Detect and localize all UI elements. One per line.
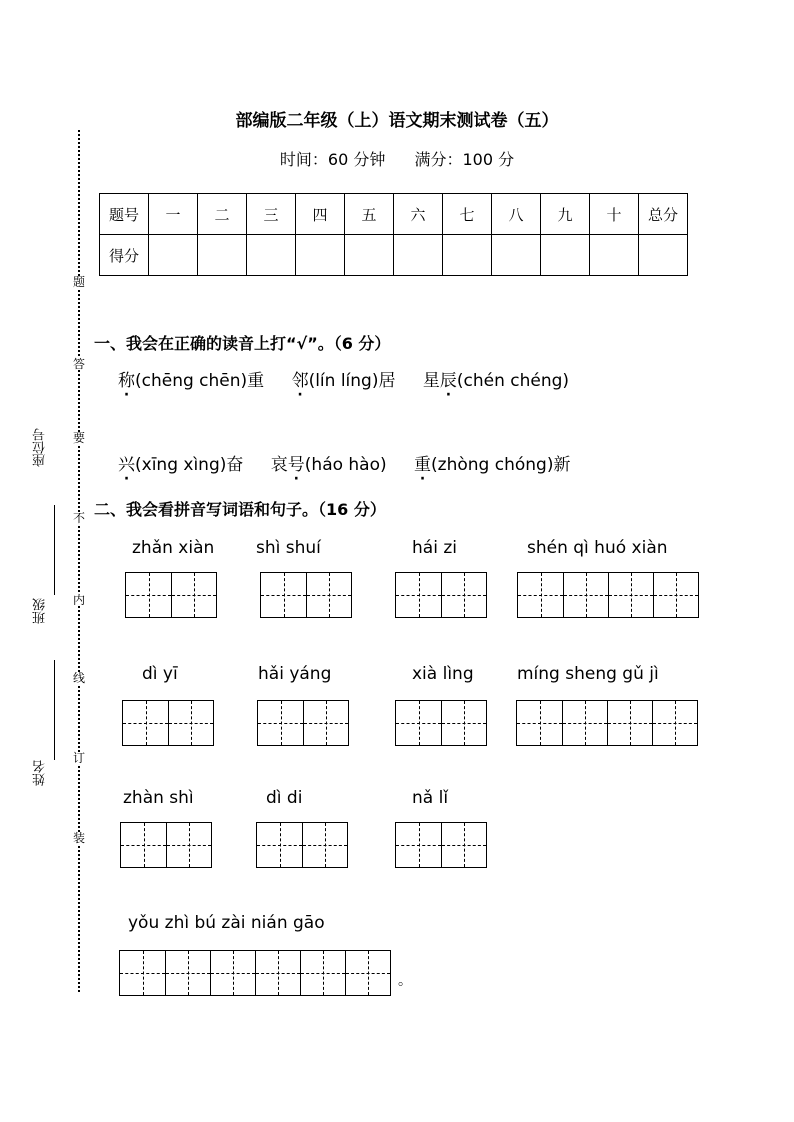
word-pinyin: míng sheng gǔ jì: [517, 664, 659, 684]
writing-grid[interactable]: [256, 822, 348, 868]
dotted-char: 重: [414, 455, 432, 475]
seal-word: 题: [73, 275, 86, 289]
sentence-pinyin: yǒu zhì bú zài nián gāo: [128, 913, 325, 933]
name-label: 姓名: [33, 760, 48, 786]
writing-cell[interactable]: [257, 823, 302, 867]
dotted-char: 号: [287, 455, 305, 475]
seal-word: 要: [73, 431, 86, 445]
writing-cell[interactable]: [441, 701, 486, 745]
writing-cell[interactable]: [653, 573, 698, 617]
pronunciation-item[interactable]: 称(chēng chēn)重: [118, 371, 265, 391]
score-cell[interactable]: [296, 235, 345, 276]
score-cell[interactable]: [345, 235, 394, 276]
pinyin-options[interactable]: (chēng chēn): [135, 371, 248, 391]
writing-cell[interactable]: [168, 701, 213, 745]
pronunciation-item[interactable]: 哀号(háo hào): [270, 455, 387, 475]
score-table-header: 四: [296, 194, 345, 235]
score-table-header: 十: [590, 194, 639, 235]
dotted-char: 兴: [118, 455, 135, 475]
pronunciation-item[interactable]: 邻(lín líng)居: [291, 371, 396, 391]
time-limit: 时间：60 分钟: [279, 150, 386, 169]
score-table-header: 三: [247, 194, 296, 235]
word-pinyin: nǎ lǐ: [412, 788, 449, 808]
word-pinyin: zhǎn xiàn: [132, 538, 215, 558]
score-table-header: 八: [492, 194, 541, 235]
seal-word: 订: [73, 751, 86, 765]
score-table-header: 一: [149, 194, 198, 235]
score-table-header: 二: [198, 194, 247, 235]
score-cell[interactable]: [492, 235, 541, 276]
writing-grid[interactable]: [125, 572, 217, 618]
pronunciation-row-2: [118, 450, 592, 475]
score-cell[interactable]: [590, 235, 639, 276]
writing-grid[interactable]: [395, 572, 487, 618]
score-cell[interactable]: [247, 235, 296, 276]
pinyin-options[interactable]: (háo hào): [304, 455, 387, 475]
writing-cell[interactable]: [126, 573, 171, 617]
exam-info: [0, 147, 794, 170]
score-cell[interactable]: [541, 235, 590, 276]
writing-cell[interactable]: [302, 823, 347, 867]
writing-cell[interactable]: [121, 823, 166, 867]
score-table-header: 总分: [639, 194, 688, 235]
seal-word: 答: [73, 357, 86, 371]
writing-cell[interactable]: [396, 701, 441, 745]
score-row-label: 得分: [100, 235, 149, 276]
page-title: 部编版二年级（上）语文期末测试卷（五）: [235, 111, 559, 131]
writing-cell[interactable]: [258, 701, 303, 745]
writing-cell[interactable]: [517, 701, 562, 745]
section-1-heading: 一、我会在正确的读音上打“√”。（6 分）: [94, 334, 391, 353]
writing-cell[interactable]: [123, 701, 168, 745]
word-pinyin: shén qì huó xiàn: [527, 538, 668, 558]
writing-cell[interactable]: [607, 701, 652, 745]
writing-cell[interactable]: [396, 573, 441, 617]
writing-cell[interactable]: [652, 701, 697, 745]
writing-cell[interactable]: [255, 951, 300, 995]
pinyin-options[interactable]: (xīng xìng): [135, 455, 227, 475]
writing-cell[interactable]: [303, 701, 348, 745]
name-field-line[interactable]: [54, 660, 55, 760]
writing-grid[interactable]: [395, 822, 487, 868]
score-table-header: 六: [394, 194, 443, 235]
word-pinyin: hái zi: [412, 538, 457, 558]
score-table-score-row: [100, 235, 688, 276]
full-score: 满分：100 分: [414, 150, 515, 169]
class-label: 班级: [33, 598, 48, 624]
dotted-char: 邻: [291, 371, 309, 391]
score-table-header: 七: [443, 194, 492, 235]
writing-cell[interactable]: [563, 573, 608, 617]
writing-cell[interactable]: [441, 573, 486, 617]
writing-cell[interactable]: [261, 573, 306, 617]
score-cell[interactable]: [198, 235, 247, 276]
writing-grid[interactable]: [517, 572, 699, 618]
writing-cell[interactable]: [165, 951, 210, 995]
word-pinyin: shì shuí: [256, 538, 321, 558]
writing-grid[interactable]: [120, 822, 212, 868]
pinyin-options[interactable]: (chén chéng): [456, 371, 570, 391]
writing-cell[interactable]: [171, 573, 216, 617]
score-table: [99, 193, 688, 276]
dotted-char: 辰: [439, 371, 457, 391]
writing-cell[interactable]: [396, 823, 441, 867]
writing-cell[interactable]: [608, 573, 653, 617]
score-table-header: 题号: [100, 194, 149, 235]
pronunciation-item[interactable]: 星辰(chén chéng): [422, 371, 570, 391]
writing-cell[interactable]: [306, 573, 351, 617]
class-field-line[interactable]: [54, 505, 55, 595]
writing-cell[interactable]: [562, 701, 607, 745]
writing-cell[interactable]: [518, 573, 563, 617]
writing-cell[interactable]: [345, 951, 390, 995]
section-2-heading: 二、我会看拼音写词语和句子。（16 分）: [94, 500, 386, 519]
score-cell[interactable]: [443, 235, 492, 276]
writing-grid[interactable]: [516, 700, 698, 746]
writing-cell[interactable]: [210, 951, 255, 995]
writing-cell[interactable]: [166, 823, 211, 867]
seal-word: 不: [73, 511, 86, 525]
score-cell[interactable]: [639, 235, 688, 276]
pronunciation-item[interactable]: 兴(xīng xìng)奋: [118, 455, 244, 475]
seal-word: 装: [73, 831, 86, 845]
score-table-header-row: [100, 194, 688, 235]
seal-word: 内: [73, 593, 86, 607]
writing-grid[interactable]: [260, 572, 352, 618]
writing-cell[interactable]: [441, 823, 486, 867]
pinyin-options[interactable]: (zhòng chóng): [431, 455, 554, 475]
score-cell[interactable]: [394, 235, 443, 276]
word-pinyin: hǎi yáng: [258, 664, 332, 684]
sentence-end-mark: 。: [398, 973, 412, 989]
writing-cell[interactable]: [120, 951, 165, 995]
pinyin-options[interactable]: (lín líng): [308, 371, 379, 391]
dotted-char: 称: [118, 371, 135, 391]
sentence-writing-grid[interactable]: [119, 950, 391, 996]
writing-grid[interactable]: [257, 700, 349, 746]
writing-grid[interactable]: [395, 700, 487, 746]
writing-grid[interactable]: [122, 700, 214, 746]
seat-number-label: 座位号: [33, 428, 48, 467]
writing-cell[interactable]: [300, 951, 345, 995]
word-pinyin: xià lìng: [412, 664, 474, 684]
pronunciation-row-1: [118, 366, 591, 391]
word-pinyin: dì yī: [142, 664, 178, 684]
word-pinyin: dì di: [266, 788, 303, 808]
score-table-header: 五: [345, 194, 394, 235]
score-table-header: 九: [541, 194, 590, 235]
binding-dotted-line: [78, 130, 80, 992]
word-pinyin: zhàn shì: [123, 788, 194, 808]
score-cell[interactable]: [149, 235, 198, 276]
pronunciation-item[interactable]: 重(zhòng chóng)新: [414, 455, 571, 475]
seal-word: 线: [73, 671, 86, 685]
